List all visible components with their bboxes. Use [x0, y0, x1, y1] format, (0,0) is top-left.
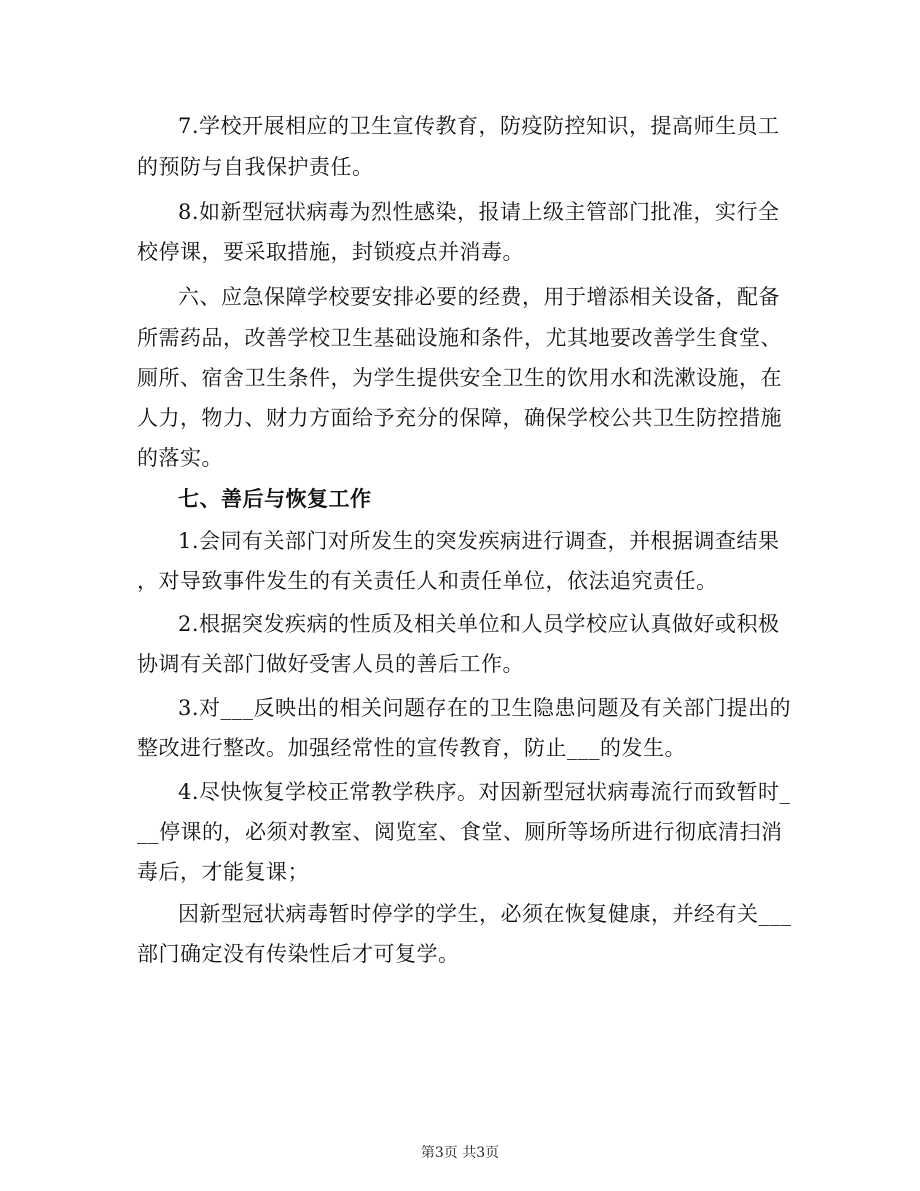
paragraph-line: 7.学校开展相应的卫生宣传教育，防疫防控知识，提高师生员工 — [178, 114, 780, 138]
page-number-footer: 第3页 共3页 — [420, 1145, 500, 1161]
paragraph-line: 人力，物力、财力方面给予充分的保障，确保学校公共卫生防控措施 — [137, 406, 782, 430]
paragraph-line: 部门确定没有传染性后才可复学。 — [137, 942, 460, 966]
paragraph-line: 六、应急保障学校要安排必要的经费，用于增添相关设备，配备 — [178, 285, 780, 309]
paragraph-line: 3.对___反映出的相关问题存在的卫生隐患问题及有关部门提出的 — [178, 696, 792, 720]
paragraph-line: 8.如新型冠状病毒为烈性感染，报请上级主管部门批准，实行全 — [178, 200, 780, 224]
paragraph-line: 1.会同有关部门对所发生的突发疾病进行调查，并根据调查结果 — [178, 529, 780, 553]
section-heading: 七、善后与恢复工作 — [178, 486, 372, 511]
paragraph-line: 协调有关部门做好受害人员的善后工作。 — [137, 652, 524, 676]
paragraph-line: 校停课，要采取措施，封锁疫点并消毒。 — [137, 240, 524, 264]
paragraph-line: 厕所、宿舍卫生条件，为学生提供安全卫生的饮用水和洗漱设施，在 — [137, 366, 782, 390]
paragraph-line: ，对导致事件发生的有关责任人和责任单位，依法追究责任。 — [137, 569, 718, 593]
paragraph-line: 毒后，才能复课； — [137, 860, 309, 884]
paragraph-line: 所需药品，改善学校卫生基础设施和条件，尤其地要改善学生食堂、 — [137, 326, 782, 350]
paragraph-line: 4.尽快恢复学校正常教学秩序。对因新型冠状病毒流行而致暂时_ — [178, 780, 791, 804]
paragraph-line: 的预防与自我保护责任。 — [137, 155, 374, 179]
paragraph-line: 2.根据突发疾病的性质及相关单位和人员学校应认真做好或积极 — [178, 612, 780, 636]
paragraph-line: 整改进行整改。加强经常性的宣传教育，防止___的发生。 — [137, 736, 686, 760]
paragraph-line: 的落实。 — [137, 446, 223, 470]
paragraph-line: __停课的，必须对教室、阅览室、食堂、厕所等场所进行彻底清扫消 — [137, 820, 783, 844]
paragraph-line: 因新型冠状病毒暂时停学的学生，必须在恢复健康，并经有关___ — [178, 902, 792, 926]
